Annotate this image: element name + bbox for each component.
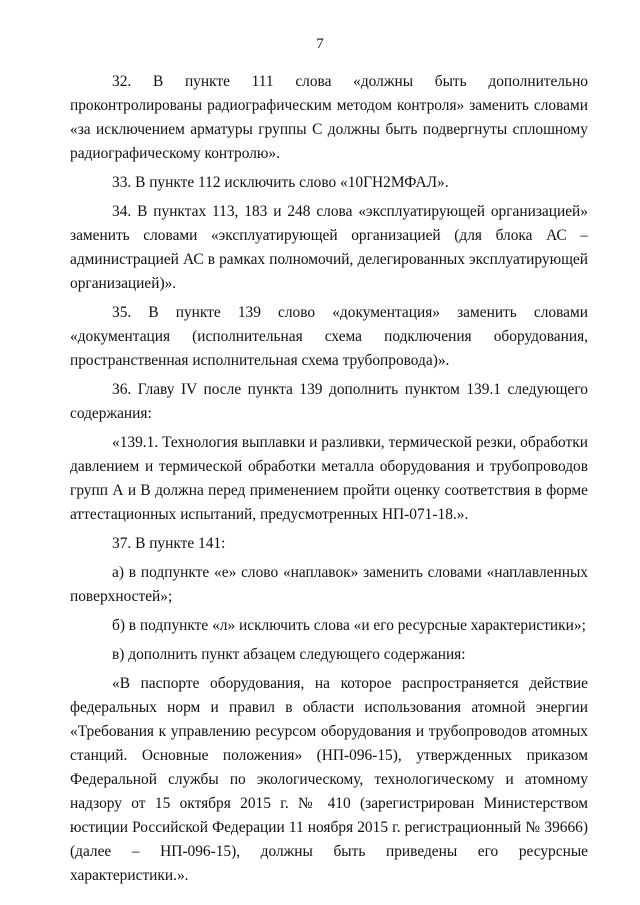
paragraph-33: 33. В пункте 112 исключить слово «10ГН2МФАЛ». bbox=[112, 174, 449, 191]
paragraph-139-1-quote: «139.1. Технология выплавки и разливки, термической резки, обработки давлением и термической обработки металла оборудования и трубопроводов групп А и В должна перед применением пройти оценку соответствия в форме аттестационных испытаний, предусмотренных НП-071-18.». bbox=[70, 434, 588, 523]
page-number: 7 bbox=[316, 36, 324, 52]
paragraph-32: 32. В пункте 111 слова «должны быть дополнительно проконтролированы радиографическим методом контроля» заменить словами «за исключением арматуры группы С должны быть подвергнуты сплошному радиографическому контролю». bbox=[70, 73, 588, 162]
document-body bbox=[70, 70, 588, 893]
paragraph-36: 36. Главу IV после пункта 139 дополнить пунктом 139.1 следующего содержания: bbox=[70, 381, 588, 422]
passport-quote: «В паспорте оборудования, на которое распространяется действие федеральных норм и правил в области использования атомной энергии «Требования к управлению ресурсом оборудования и трубопроводов атомных станций. Основные положения» (НП-096-15), утвержденных приказом Федеральной службы по экологическому, технологическому и атомному надзору от 15 октября 2015 г. № 410 (зарегистрирован Министерством юстиции Российской Федерации 11 ноября 2015 г. регистрационный № 39666) (далее – НП-096-15), должны быть приведены его ресурсные характеристики.». bbox=[70, 675, 588, 884]
paragraph-35: 35. В пункте 139 слово «документация» заменить словами «документация (исполнительная схема подключения оборудования, пространственная исполнительная схема трубопровода)». bbox=[70, 304, 588, 369]
subparagraph-a: а) в подпункте «е» слово «наплавок» заменить словами «наплавленных поверхностей»; bbox=[70, 564, 588, 605]
subparagraph-b: б) в подпункте «л» исключить слова «и его ресурсные характеристики»; bbox=[112, 617, 586, 634]
paragraph-37: 37. В пункте 141: bbox=[112, 535, 226, 552]
subparagraph-v: в) дополнить пункт абзацем следующего содержания: bbox=[112, 646, 466, 663]
paragraph-34: 34. В пунктах 113, 183 и 248 слова «эксплуатирующей организацией» заменить словами «эксплуатирующей организацией (для блока АС – администрацией АС в рамках полномочий, делегированных эксплуатирующей организацией)». bbox=[70, 203, 588, 292]
